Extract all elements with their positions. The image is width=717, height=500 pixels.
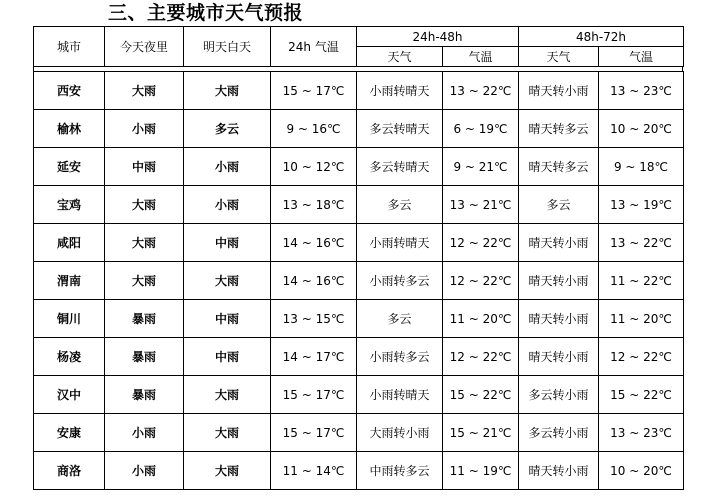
table-row: [34, 110, 684, 148]
table-row: [34, 72, 684, 110]
temp-48h-cell: 15 ~ 22℃: [443, 376, 519, 414]
temp-24h-cell: 13 ~ 15℃: [271, 300, 357, 338]
tonight-weather-cell: 大雨: [105, 224, 184, 262]
temp-48h-cell: 13 ~ 22℃: [443, 72, 519, 110]
temp-72h-cell: 13 ~ 19℃: [599, 186, 684, 224]
tonight-weather-cell: 大雨: [105, 186, 184, 224]
weather-48h-cell: 小雨转晴天: [357, 224, 443, 262]
weather-72h-cell: 晴天转小雨: [519, 262, 599, 300]
tonight-weather-cell: 暴雨: [105, 376, 184, 414]
tomorrow-weather-cell: 多云: [184, 110, 271, 148]
weather-48h-cell: 多云: [357, 300, 443, 338]
weather-72h-cell: 晴天转多云: [519, 148, 599, 186]
city-cell: 汉中: [34, 376, 105, 414]
temp-24h-cell: 15 ~ 17℃: [271, 72, 357, 110]
weather-72h-cell: 晴天转小雨: [519, 338, 599, 376]
temp-72h-cell: 10 ~ 20℃: [599, 452, 684, 490]
weather-48h-cell: 大雨转小雨: [357, 414, 443, 452]
tomorrow-weather-cell: 大雨: [184, 452, 271, 490]
temp-72h-cell: 9 ~ 18℃: [599, 148, 684, 186]
temp-24h-cell: 14 ~ 17℃: [271, 338, 357, 376]
header-temp-48: 气温: [443, 47, 519, 67]
temp-72h-cell: 11 ~ 20℃: [599, 300, 684, 338]
city-cell: 咸阳: [34, 224, 105, 262]
tomorrow-weather-cell: 大雨: [184, 376, 271, 414]
tomorrow-weather-cell: 中雨: [184, 224, 271, 262]
tonight-weather-cell: 暴雨: [105, 338, 184, 376]
tomorrow-weather-cell: 大雨: [184, 262, 271, 300]
header-range-24-48: 24h-48h: [357, 27, 519, 47]
table-row: [34, 452, 684, 490]
header-city: 城市: [34, 27, 105, 67]
temp-48h-cell: 12 ~ 22℃: [443, 262, 519, 300]
table-row: [34, 300, 684, 338]
tomorrow-weather-cell: 小雨: [184, 186, 271, 224]
weather-48h-cell: 小雨转晴天: [357, 376, 443, 414]
header-temp-24h: 24h 气温: [271, 27, 357, 67]
weather-72h-cell: 晴天转多云: [519, 110, 599, 148]
temp-48h-cell: 15 ~ 21℃: [443, 414, 519, 452]
city-cell: 杨凌: [34, 338, 105, 376]
table-row: [34, 148, 684, 186]
header-range-48-72: 48h-72h: [519, 27, 684, 47]
tonight-weather-cell: 小雨: [105, 110, 184, 148]
header-weather-72: 天气: [519, 47, 599, 67]
temp-48h-cell: 11 ~ 20℃: [443, 300, 519, 338]
forecast-table-header: [33, 26, 684, 67]
weather-72h-cell: 多云转小雨: [519, 376, 599, 414]
tomorrow-weather-cell: 中雨: [184, 338, 271, 376]
tonight-weather-cell: 小雨: [105, 414, 184, 452]
header-tomorrow: 明天白天: [184, 27, 271, 67]
temp-72h-cell: 12 ~ 22℃: [599, 338, 684, 376]
tonight-weather-cell: 暴雨: [105, 300, 184, 338]
city-cell: 西安: [34, 72, 105, 110]
weather-72h-cell: 晴天转小雨: [519, 72, 599, 110]
forecast-table-body: [33, 71, 684, 490]
tonight-weather-cell: 大雨: [105, 262, 184, 300]
tomorrow-weather-cell: 小雨: [184, 148, 271, 186]
city-cell: 宝鸡: [34, 186, 105, 224]
temp-24h-cell: 9 ~ 16℃: [271, 110, 357, 148]
temp-24h-cell: 15 ~ 17℃: [271, 414, 357, 452]
table-row: [34, 186, 684, 224]
temp-72h-cell: 10 ~ 20℃: [599, 110, 684, 148]
temp-72h-cell: 15 ~ 22℃: [599, 376, 684, 414]
weather-48h-cell: 多云: [357, 186, 443, 224]
header-weather-48: 天气: [357, 47, 443, 67]
temp-48h-cell: 11 ~ 19℃: [443, 452, 519, 490]
temp-24h-cell: 10 ~ 12℃: [271, 148, 357, 186]
temp-24h-cell: 14 ~ 16℃: [271, 224, 357, 262]
temp-48h-cell: 9 ~ 21℃: [443, 148, 519, 186]
tomorrow-weather-cell: 大雨: [184, 72, 271, 110]
table-row: [34, 338, 684, 376]
temp-72h-cell: 13 ~ 23℃: [599, 72, 684, 110]
city-cell: 延安: [34, 148, 105, 186]
weather-48h-cell: 小雨转晴天: [357, 72, 443, 110]
table-row: [34, 224, 684, 262]
city-cell: 铜川: [34, 300, 105, 338]
weather-72h-cell: 晴天转小雨: [519, 300, 599, 338]
city-cell: 榆林: [34, 110, 105, 148]
table-row: [34, 376, 684, 414]
tomorrow-weather-cell: 大雨: [184, 414, 271, 452]
temp-72h-cell: 13 ~ 22℃: [599, 224, 684, 262]
temp-48h-cell: 13 ~ 21℃: [443, 186, 519, 224]
tonight-weather-cell: 大雨: [105, 72, 184, 110]
tonight-weather-cell: 中雨: [105, 148, 184, 186]
temp-72h-cell: 13 ~ 23℃: [599, 414, 684, 452]
weather-48h-cell: 中雨转多云: [357, 452, 443, 490]
weather-48h-cell: 多云转晴天: [357, 148, 443, 186]
section-title: 三、主要城市天气预报: [108, 2, 304, 24]
temp-24h-cell: 13 ~ 18℃: [271, 186, 357, 224]
temp-24h-cell: 15 ~ 17℃: [271, 376, 357, 414]
city-cell: 安康: [34, 414, 105, 452]
temp-48h-cell: 12 ~ 22℃: [443, 224, 519, 262]
tonight-weather-cell: 小雨: [105, 452, 184, 490]
header-temp-72: 气温: [599, 47, 684, 67]
header-tonight: 今天夜里: [105, 27, 184, 67]
table-row: [34, 262, 684, 300]
temp-24h-cell: 11 ~ 14℃: [271, 452, 357, 490]
tomorrow-weather-cell: 中雨: [184, 300, 271, 338]
weather-48h-cell: 小雨转多云: [357, 262, 443, 300]
weather-48h-cell: 多云转晴天: [357, 110, 443, 148]
city-cell: 渭南: [34, 262, 105, 300]
city-cell: 商洛: [34, 452, 105, 490]
temp-72h-cell: 11 ~ 22℃: [599, 262, 684, 300]
weather-48h-cell: 小雨转多云: [357, 338, 443, 376]
temp-48h-cell: 12 ~ 22℃: [443, 338, 519, 376]
weather-72h-cell: 多云转小雨: [519, 414, 599, 452]
temp-48h-cell: 6 ~ 19℃: [443, 110, 519, 148]
weather-72h-cell: 晴天转小雨: [519, 452, 599, 490]
weather-72h-cell: 多云: [519, 186, 599, 224]
weather-72h-cell: 晴天转小雨: [519, 224, 599, 262]
table-row: [34, 414, 684, 452]
temp-24h-cell: 14 ~ 16℃: [271, 262, 357, 300]
